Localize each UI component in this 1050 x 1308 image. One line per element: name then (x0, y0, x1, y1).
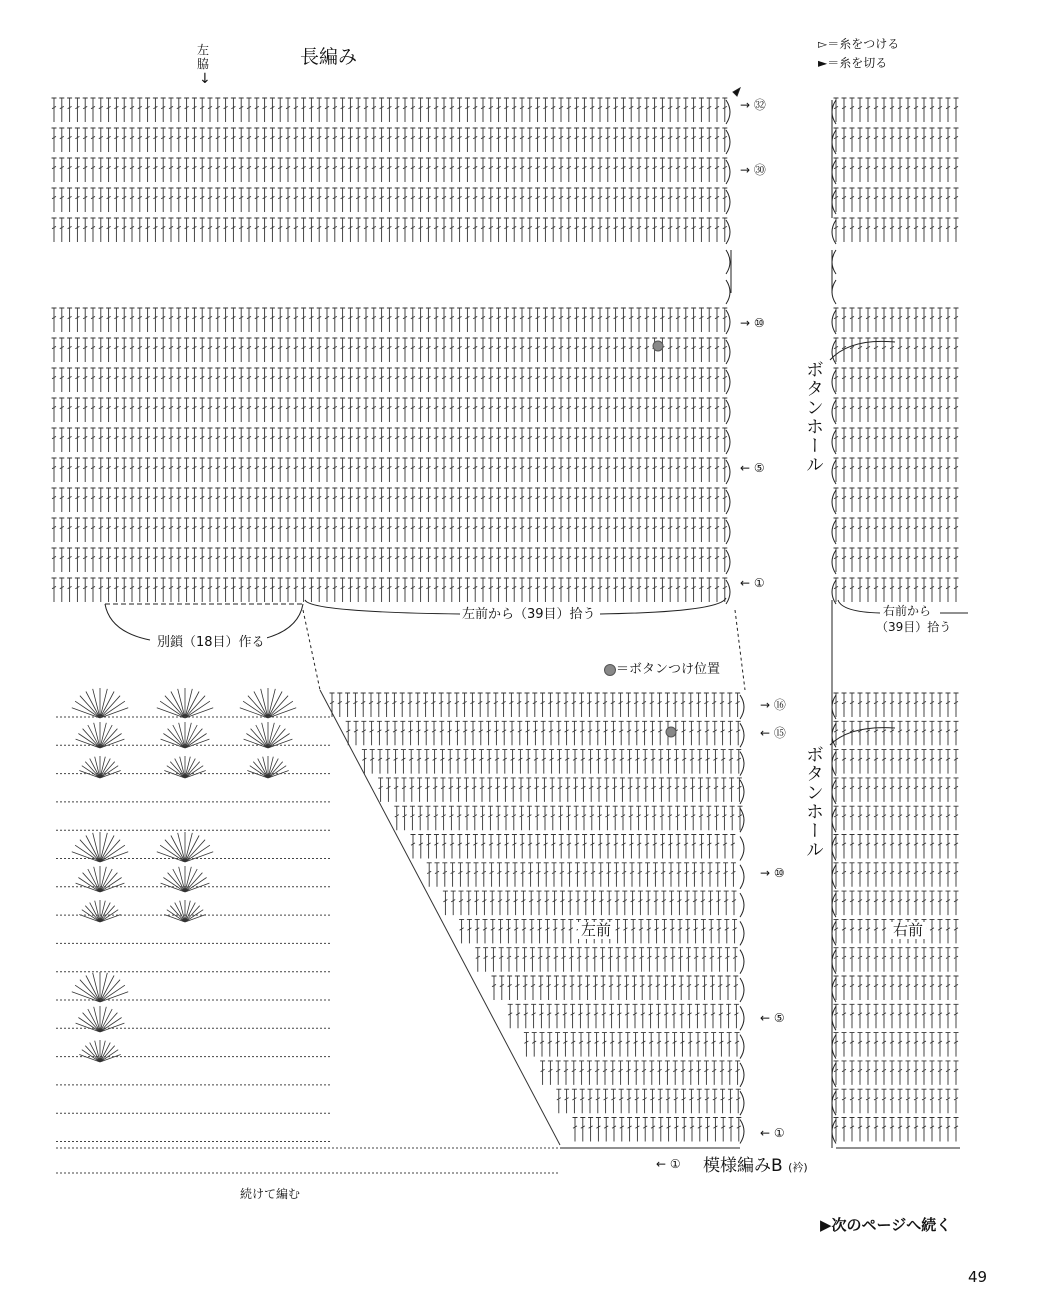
diagram-lines (56, 88, 968, 1176)
row-marker-16: → ⑯ (760, 698, 786, 712)
row-marker-5b: ← ⑤ (760, 1011, 785, 1025)
right-front-label: 右前 (890, 922, 926, 939)
row-marker-5: ← ⑤ (740, 461, 765, 475)
pickup-right-label-2: （39目）拾う (876, 620, 952, 634)
fan-pattern (72, 688, 296, 1062)
pattern-b-label: 模様編みB (衿) (703, 1156, 808, 1176)
stitch-grid-top-right (834, 98, 959, 602)
side-label: 左 (197, 43, 210, 57)
stitch-grid-bottom (320, 690, 743, 1145)
chain-label: 別鎖（18目）作る (157, 635, 265, 650)
title-double-crochet: 長編み (300, 46, 358, 68)
pickup-right-label: 右前から (883, 604, 932, 618)
continue-label: 続けて編む (240, 1187, 301, 1201)
row-marker-30: → ㉚ (740, 163, 766, 177)
row-marker-1: ← ① (740, 576, 765, 590)
button-position-icon (604, 664, 616, 676)
row-marker-32: → ㉜ (740, 98, 766, 112)
row-marker-10b: → ⑩ (760, 866, 785, 880)
legend-attach: ▻＝糸をつける (818, 37, 900, 51)
stitch-grid-bottom-right (834, 693, 959, 1142)
pickup-left-label: 左前から（39目）拾う (462, 607, 596, 622)
row-marker-15: ← ⑮ (760, 726, 786, 740)
row-marker-1b: ← ① (760, 1126, 785, 1140)
side-label-2: 脇 (197, 57, 210, 71)
side-arrow-icon: ↓ (199, 71, 211, 87)
left-front-label: 左前 (578, 922, 614, 939)
row-marker-10: → ⑩ (740, 316, 765, 330)
stitch-grid-top (52, 98, 728, 602)
page-number: 49 (968, 1268, 988, 1286)
row-marker-1c: ← ① (656, 1157, 681, 1171)
legend-cut: ►＝糸を切る (818, 56, 888, 70)
button-legend: ＝ボタンつけ位置 (604, 663, 720, 676)
next-page-label: ▶次のページへ続く (820, 1216, 952, 1234)
buttonhole-label-bottom: ボタンホール (803, 745, 824, 859)
buttonhole-label-top: ボタンホール (803, 360, 824, 474)
